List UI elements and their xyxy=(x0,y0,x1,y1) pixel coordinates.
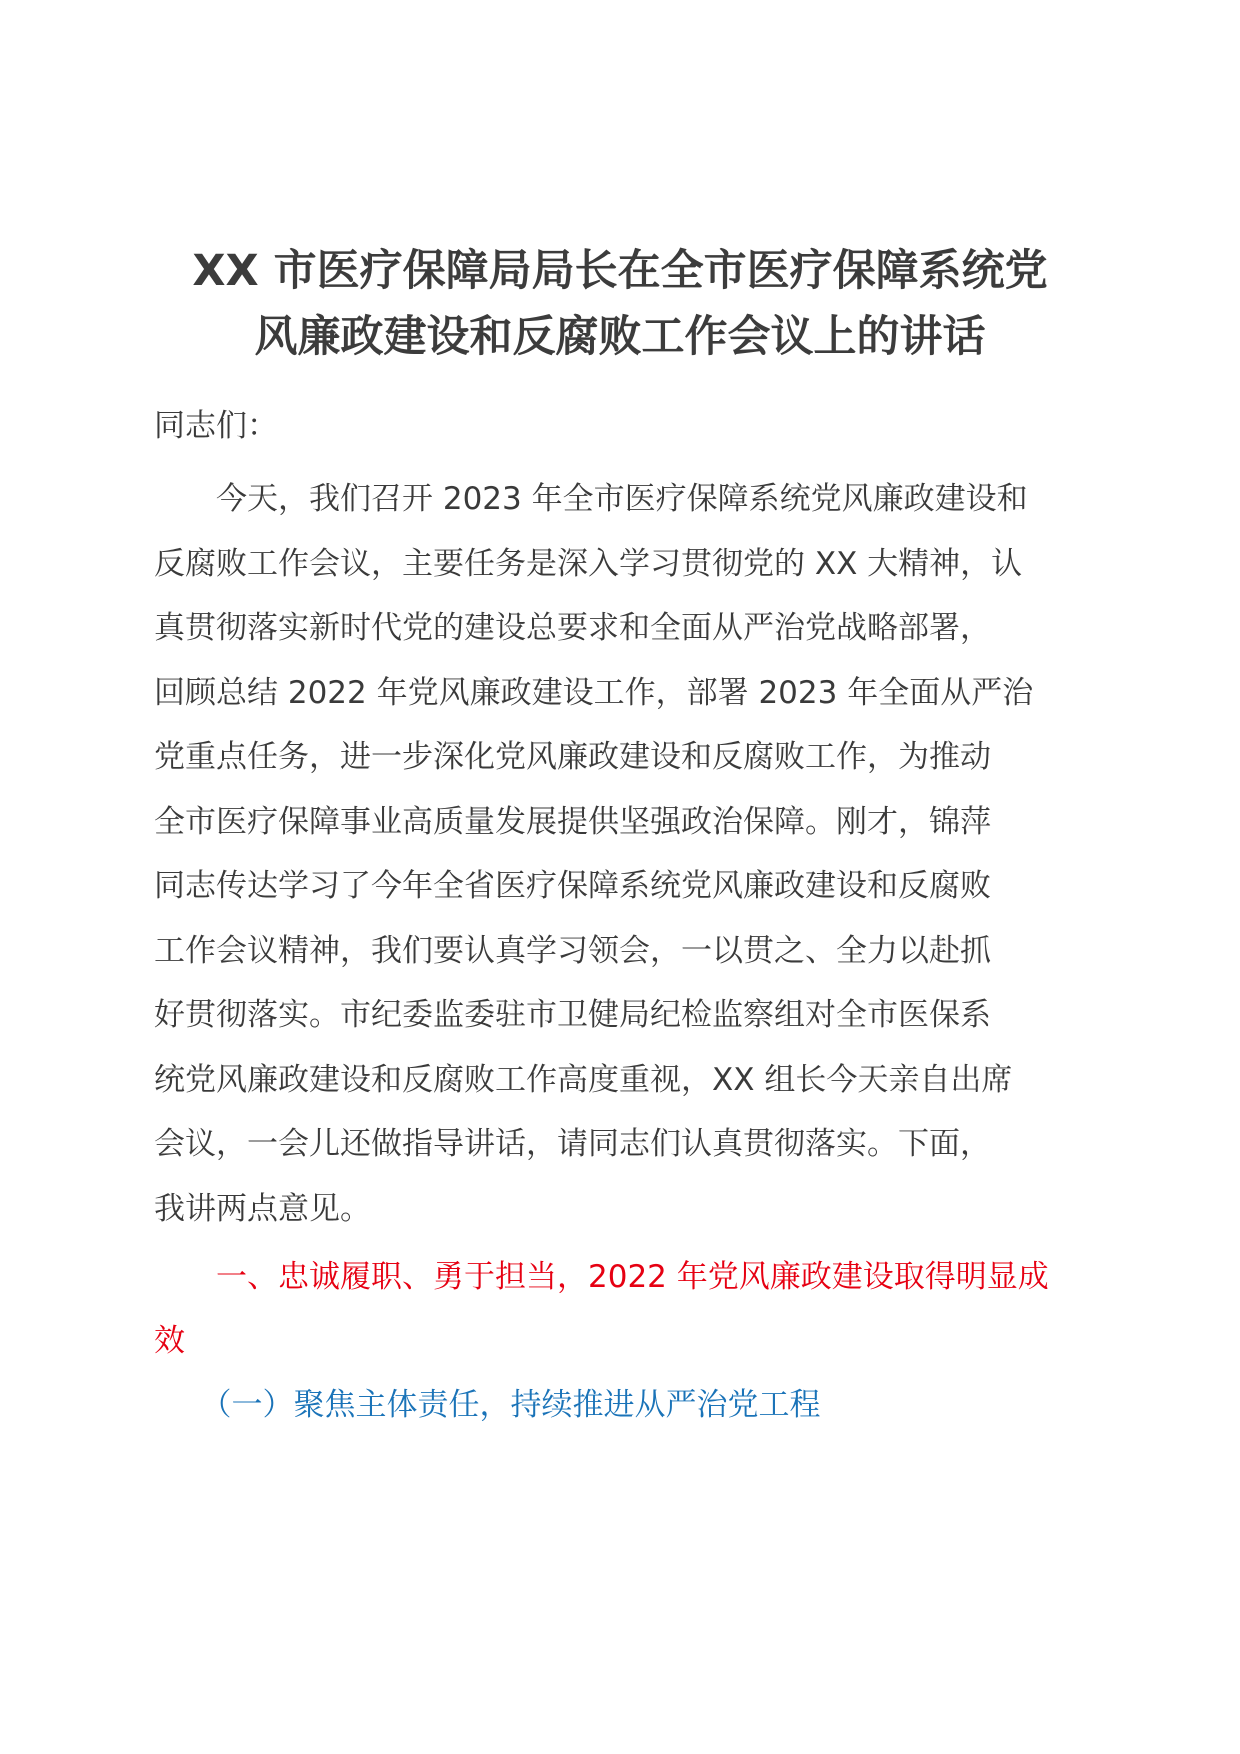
body-paragraph xyxy=(154,467,1094,1241)
paragraph-line: 真贯彻落实新时代党的建设总要求和全面从严治党战略部署， xyxy=(154,610,991,646)
salutation: 同志们： xyxy=(154,408,278,444)
paragraph-line: 党重点任务，进一步深化党风廉政建设和反腐败工作，为推动 xyxy=(154,739,991,775)
paragraph-line: 我讲两点意见。 xyxy=(154,1190,371,1227)
paragraph-line: 工作会议精神，我们要认真学习领会，一以贯之、全力以赴抓 xyxy=(154,932,991,969)
paragraph-line: 今天，我们召开 2023 年全市医疗保障系统党风廉政建设和 xyxy=(154,481,1028,517)
paragraph-line: 反腐败工作会议，主要任务是深入学习贯彻党的 XX 大精神，认 xyxy=(154,545,1023,582)
title-line-2: 风廉政建设和反腐败工作会议上的讲话 xyxy=(254,312,986,362)
paragraph-line: 会议，一会儿还做指导讲话，请同志们认真贯彻落实。下面， xyxy=(154,1126,991,1162)
paragraph-line: 回顾总结 2022 年党风廉政建设工作，部署 2023 年全面从严治 xyxy=(154,674,1034,711)
section-heading-1 xyxy=(154,1245,1094,1373)
paragraph-line: 统党风廉政建设和反腐败工作高度重视，XX 组长今天亲自出席 xyxy=(154,1061,1013,1098)
paragraph-line: 全市医疗保障事业高质量发展提供坚强政治保障。刚才，锦萍 xyxy=(154,803,991,840)
document-title xyxy=(150,238,1090,370)
section-heading-line: 效 xyxy=(154,1323,185,1359)
subsection-heading-1: （一）聚焦主体责任，持续推进从严治党工程 xyxy=(154,1387,821,1423)
title-line-1: XX 市医疗保障局局长在全市医疗保障系统党 xyxy=(192,246,1048,296)
paragraph-line: 好贯彻落实。市纪委监委驻市卫健局纪检监察组对全市医保系 xyxy=(154,997,991,1033)
paragraph-line: 同志传达学习了今年全省医疗保障系统党风廉政建设和反腐败 xyxy=(154,868,991,904)
section-heading-line: 一、忠诚履职、勇于担当，2022 年党风廉政建设取得明显成 xyxy=(154,1259,1049,1295)
